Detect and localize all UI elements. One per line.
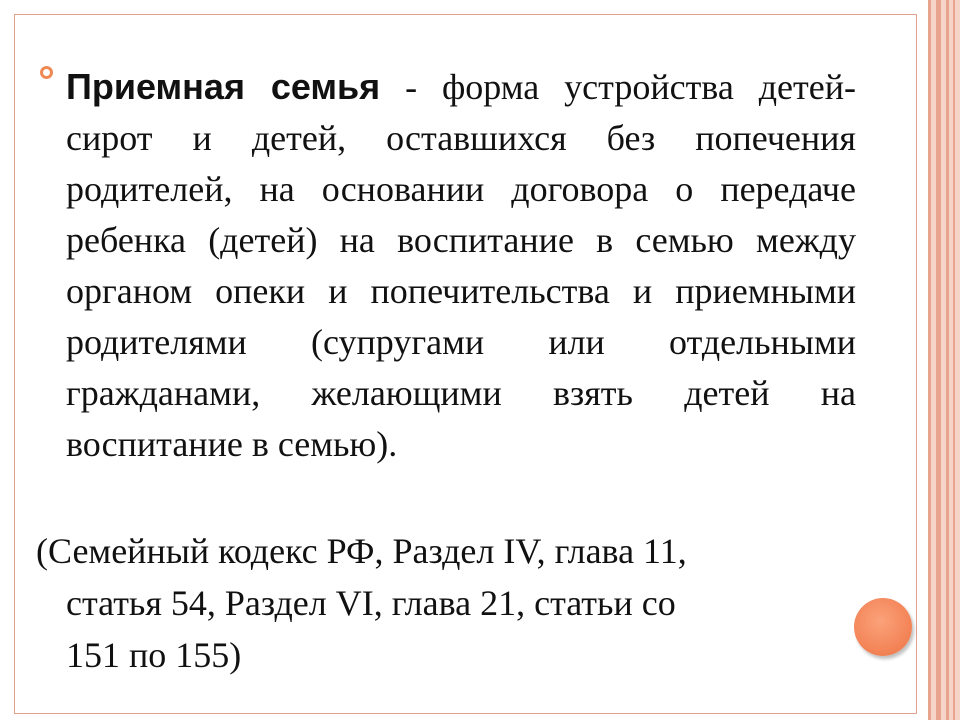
stripe: [946, 0, 949, 720]
reference-line-1: (Семейный кодекс РФ, Раздел IV, глава 11,: [36, 531, 687, 571]
stripe: [928, 0, 931, 720]
reference-line-2: статья 54, Раздел VI, глава 21, статьи со: [66, 583, 676, 623]
legal-reference: [36, 525, 856, 681]
decorative-circle-icon: [854, 598, 912, 656]
side-stripes: [928, 0, 960, 720]
stripe: [953, 0, 955, 720]
definition-term: Приемная семья: [66, 66, 381, 107]
definition-text: форма устройства детей-сирот и детей, оставшихся без попечения родителей, на основании договора о передаче ребенка (детей) на воспитание в семью между органом опеки и попечительства и приемными родителями (супругами или отдельными гражданами, желающими взять детей на воспитание в семью).: [66, 67, 856, 464]
bullet-circle-icon: [40, 66, 53, 79]
definition-separator: -: [380, 67, 442, 107]
reference-line-3: 151 по 155): [66, 635, 242, 675]
definition-paragraph: [66, 61, 856, 470]
stripe: [936, 0, 941, 720]
